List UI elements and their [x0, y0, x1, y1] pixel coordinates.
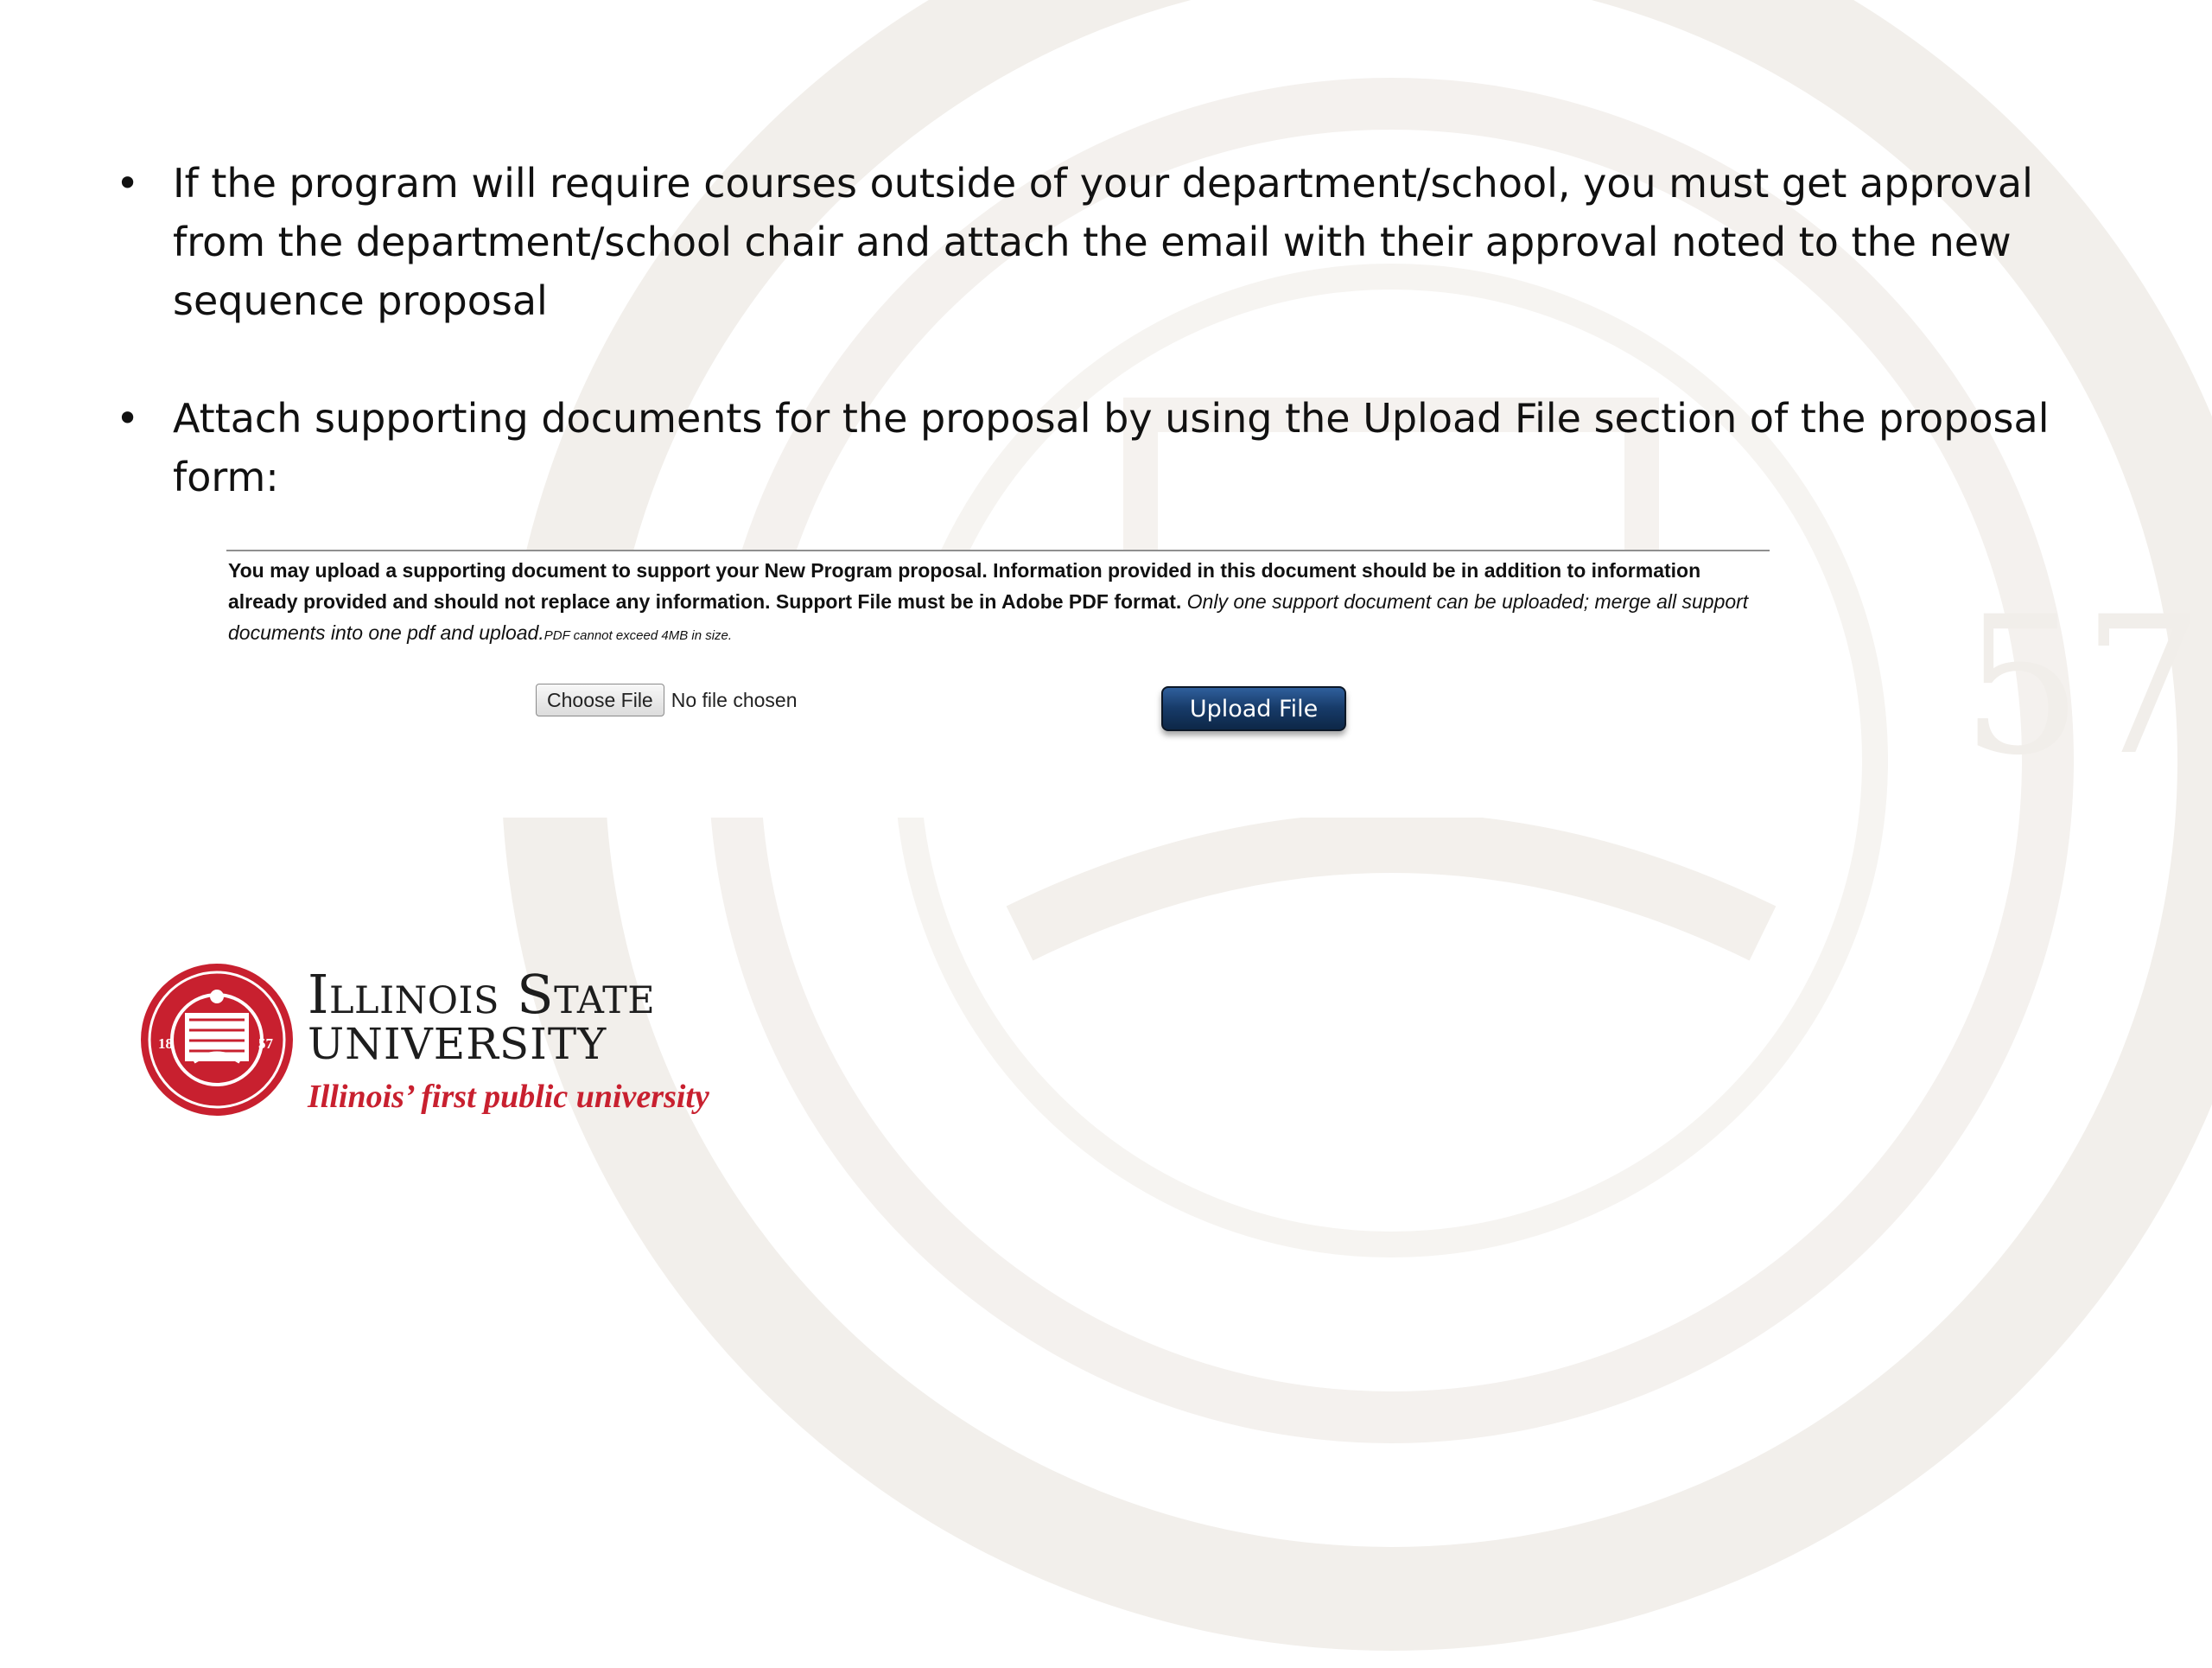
svg-text:57: 57	[258, 1035, 273, 1052]
upload-file-button[interactable]: Upload File	[1161, 686, 1346, 731]
university-seal-icon	[137, 959, 297, 1120]
instructions-bold-text: You may upload a supporting document to support your New Program proposal. Information provided in this document should be in addition to information already provided and should not replace any information. Support File must be in Adobe PDF format.	[228, 559, 1701, 613]
upload-file-section	[226, 550, 1770, 818]
instructions-italic-text: Only one support document can be uploaded; merge all support documents into one pdf and upload.	[228, 590, 1749, 644]
section-divider	[226, 550, 1770, 551]
choose-file-button[interactable]: Choose File	[536, 684, 664, 716]
file-status-text: No file chosen	[671, 688, 798, 711]
file-input[interactable]	[536, 683, 797, 717]
svg-text:18: 18	[158, 1035, 173, 1052]
logo-line-two: UNIVERSITY	[308, 1019, 607, 1069]
logo-line-one: Illinois State	[308, 963, 656, 1026]
bullet-item-attachments: • Attach supporting documents for the proposal by using the Upload File section of the proposal form:	[116, 389, 2077, 506]
logo-tagline: Illinois’ first public university	[308, 1079, 709, 1115]
bullet-item-approval: • If the program will require courses outside of your department/school, you must get approval from the department/school chair and attach the email with their approval noted to the new sequence proposal	[116, 154, 2077, 330]
illinois-state-logo	[137, 959, 741, 1124]
pdf-size-limit-text: PDF cannot exceed 4MB in size.	[543, 628, 733, 643]
svg-text:57: 57	[1961, 576, 2203, 797]
upload-instructions	[228, 555, 1749, 652]
slide-bullet-list	[116, 154, 2077, 506]
